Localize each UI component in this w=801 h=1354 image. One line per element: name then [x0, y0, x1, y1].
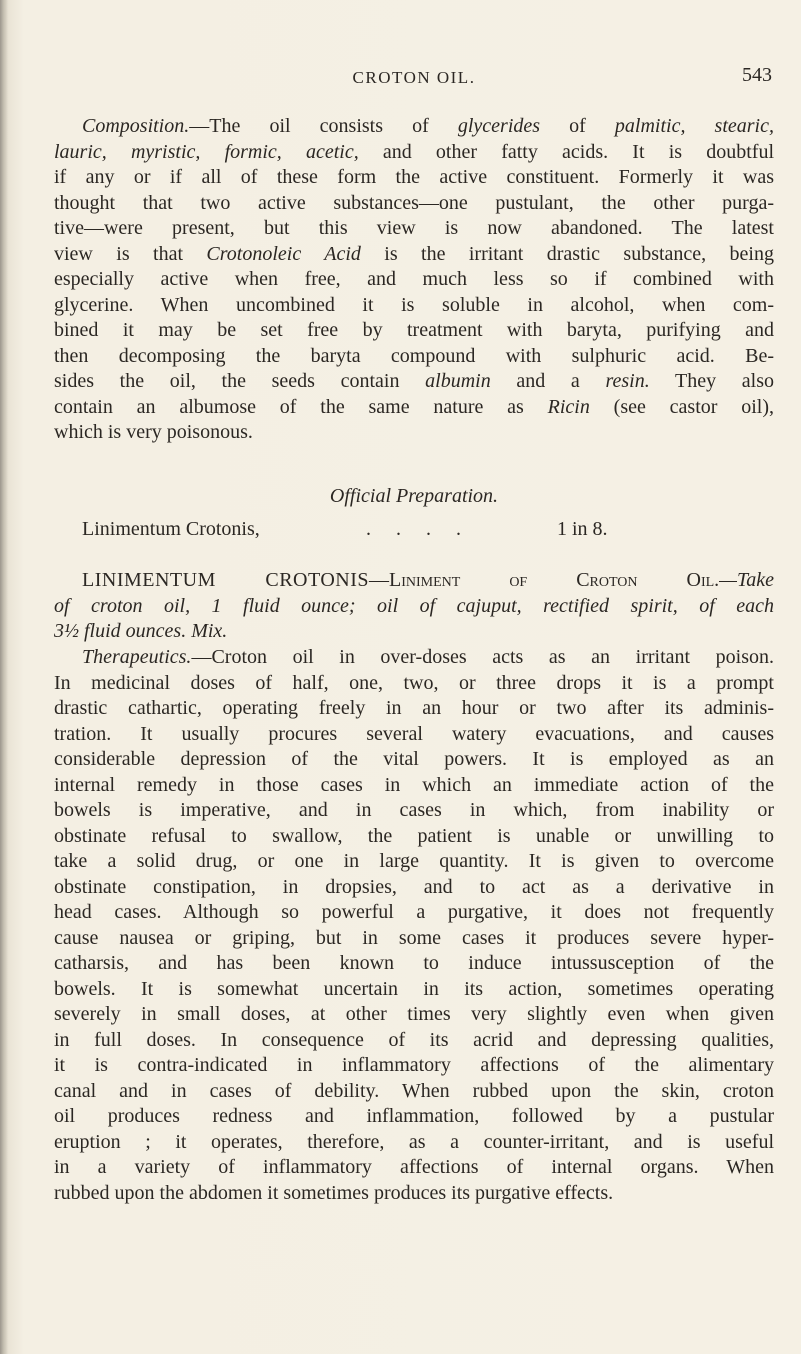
text-line: drastic cathartic, operating freely in an hour or two after its adminis-	[54, 697, 774, 719]
preparation-name: Linimentum Crotonis,	[82, 517, 260, 540]
text-line: rubbed upon the abdomen it sometimes produces its purgative effects.	[54, 1181, 614, 1204]
text-line: catharsis, and has been known to induce intussusception of the	[54, 952, 774, 974]
text-line: bined it may be set free by treatment with baryta, purifying and	[54, 319, 774, 341]
text-line: obstinate refusal to swallow, the patient is unable or unwilling to	[54, 824, 774, 847]
preparation-ratio: 1 in 8.	[557, 517, 608, 540]
official-preparation	[54, 484, 774, 544]
text-line: Therapeutics.—Croton oil in over-doses acts as an irritant poison.	[82, 646, 774, 668]
text-line: which is very poisonous.	[54, 421, 253, 443]
text-line: internal remedy in those cases in which an immediate action of the	[54, 773, 774, 796]
text-line: tration. It usually procures several watery evacuations, and causes	[54, 722, 774, 745]
composition-label: Composition.	[82, 115, 190, 137]
therapeutics-paragraph	[54, 645, 774, 1206]
text-line: obstinate constipation, in dropsies, and to act as a derivative in	[54, 875, 774, 898]
text-line: bowels. It is somewhat uncertain in its action, sometimes operating	[54, 977, 774, 1000]
text-line: in a variety of inflammatory affections of internal organs. When	[54, 1156, 774, 1178]
text-line: tive—were present, but this view is now abandoned. The latest	[54, 217, 774, 239]
text-line: glycerine. When uncombined it is soluble in alcohol, when com-	[54, 293, 774, 316]
text-line: head cases. Although so powerful a purgative, it does not frequently	[54, 901, 774, 923]
text-line: eruption ; it operates, therefore, as a counter-irritant, and is useful	[54, 1130, 774, 1153]
text-line: cause nausea or griping, but in some cases it produces severe hyper-	[54, 926, 774, 949]
text-line: severely in small doses, at other times very slightly even when given	[54, 1003, 774, 1025]
text-line: thought that two active substances—one pustulant, the other purga-	[54, 191, 774, 214]
running-header	[54, 64, 774, 92]
text-line: contain an albumose of the same nature as Ricin (see castor oil),	[54, 395, 774, 418]
liniment-paragraph	[54, 568, 774, 645]
text-line: it is contra-indicated in inflammatory affections of the alimentary	[54, 1054, 774, 1076]
leader-dots: . . . .	[366, 517, 471, 540]
text-line: lauric, myristic, formic, acetic, and other fatty acids. It is doubtful	[54, 140, 774, 163]
text-line: sides the oil, the seeds contain albumin and a resin. They also	[54, 370, 774, 392]
text-line: oil produces redness and inflammation, followed by a pustular	[54, 1105, 774, 1127]
text-line: in full doses. In consequence of its acrid and depressing qualities,	[54, 1028, 774, 1051]
text-line: bowels is imperative, and in cases in which, from inability or	[54, 799, 774, 821]
text-line: 3½ fluid ounces. Mix.	[54, 620, 228, 642]
text-line: especially active when free, and much less so if combined with	[54, 268, 774, 290]
therapeutics-label: Therapeutics.	[82, 646, 192, 668]
text-line: of croton oil, 1 fluid ounce; oil of cajuput, rectified spirit, of each	[54, 594, 774, 617]
liniment-title: LINIMENTUM CROTONIS	[82, 569, 370, 591]
composition-paragraph	[54, 114, 774, 446]
liniment-subtitle: Liniment of Croton Oil.	[389, 569, 720, 591]
text-line: considerable depression of the vital powers. It is employed as an	[54, 748, 774, 770]
text-line: In medicinal doses of half, one, two, or three drops it is a prompt	[54, 671, 774, 694]
running-title: CROTON OIL.	[352, 68, 476, 87]
text-line: view is that Crotonoleic Acid is the irritant drastic substance, being	[54, 242, 774, 265]
text-line: take a solid drug, or one in large quantity. It is given to overcome	[54, 850, 774, 872]
text-line: Composition.—The oil consists of glycerides of palmitic, stearic,	[82, 115, 774, 137]
section-heading: Official Preparation.	[329, 485, 499, 507]
text-line: if any or if all of these form the active constituent. Formerly it was	[54, 166, 774, 188]
page-number: 543	[742, 64, 772, 86]
text-line: canal and in cases of debility. When rubbed upon the skin, croton	[54, 1079, 774, 1102]
text-line: LINIMENTUM CROTONIS—Liniment of Croton Oil.—Take	[82, 569, 774, 591]
binding-shadow	[0, 0, 8, 1354]
text-line: then decomposing the baryta compound with sulphuric acid. Be-	[54, 344, 774, 367]
preparation-row	[54, 518, 774, 544]
